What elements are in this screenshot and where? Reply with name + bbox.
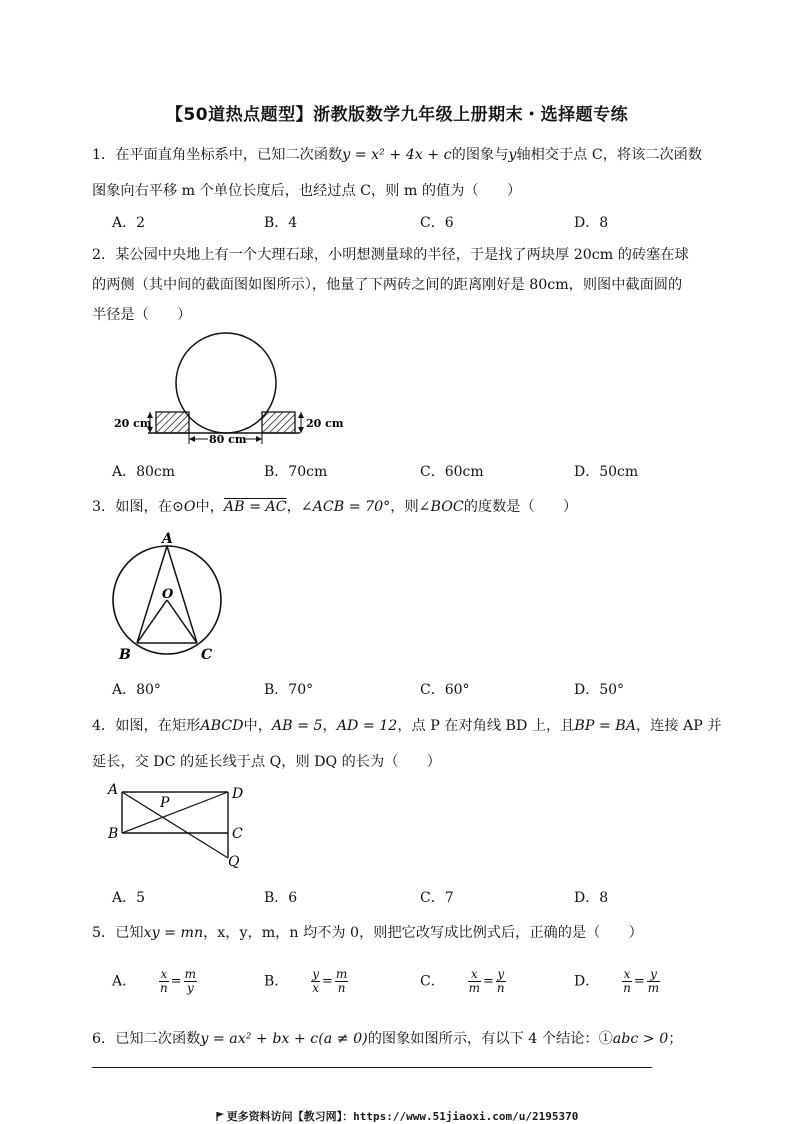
q6-condition: abc > 0 — [612, 1031, 669, 1047]
label-c: C — [201, 647, 213, 663]
question-4-line-1 — [92, 715, 722, 735]
q3-o-var: O — [183, 499, 196, 515]
q3-option-b[interactable]: B．70° — [264, 682, 314, 698]
segment-aq — [122, 792, 228, 858]
q5-a-left-fraction: $\frac{x}{n}$ — [160, 967, 168, 995]
q4-option-b[interactable]: B．6 — [264, 890, 298, 906]
question-5-line — [92, 922, 643, 942]
mid-arrow-left — [189, 436, 195, 442]
right-arrow-down — [298, 427, 304, 433]
q4-text-c: ，点 P 在对角线 BD 上，且 — [397, 718, 575, 734]
q1-text-b: 的图象与 — [451, 147, 509, 163]
left-brick — [156, 412, 189, 433]
question-2-line-2: 的两侧（其中间的截面图如图所示），他量了下两砖之间的距离刚好是 80cm，则图中截面圆的 — [92, 277, 683, 293]
q5-equation: xy = mn — [143, 925, 204, 941]
q2-option-a[interactable]: A．80cm — [112, 464, 176, 480]
q6-text-a: 6．已知二次函数 — [92, 1031, 201, 1047]
q1-function: y = x² + 4x + c — [342, 147, 452, 163]
question-2-line-3: 半径是（ ） — [92, 307, 192, 323]
q5-b-right-fraction: $\frac{m}{n}$ — [335, 967, 348, 995]
equals-sign: = — [170, 974, 182, 989]
q5-option-b[interactable] — [264, 968, 348, 995]
page-title: 【50道热点题型】浙教版数学九年级上册期末・选择题专练 — [165, 105, 629, 125]
q3-text-d: ，则 — [390, 499, 419, 515]
question-3-line — [92, 496, 577, 516]
label-a: A — [162, 531, 173, 547]
q5-option-a-label: A． — [112, 973, 137, 990]
label-q: Q — [228, 854, 240, 870]
q3-circle-figure — [110, 528, 230, 664]
q3-arc-equality: AB = AC — [223, 499, 287, 515]
footer-link[interactable]: 更多资料访问【教习网】：https://www.51jiaoxi.com/u/2195370 — [226, 1110, 579, 1123]
mid-arrow-right — [256, 436, 262, 442]
footer-divider — [92, 1067, 652, 1068]
q4-option-d[interactable]: D．8 — [574, 890, 609, 906]
q4-bp: BP = BA — [574, 718, 636, 734]
footer — [0, 1108, 794, 1124]
q3-option-c[interactable]: C．60° — [420, 682, 470, 698]
equals-sign: = — [633, 974, 645, 989]
q3-angle-acb: ∠ACB = 70° — [300, 499, 391, 515]
label-c: C — [232, 826, 243, 842]
q5-a-right-fraction: $\frac{m}{y}$ — [184, 967, 197, 995]
question-1-line-2: 图象向右平移 m 个单位长度后，也经过点 C，则 m 的值为（ ） — [92, 183, 522, 199]
right-arrow-up — [298, 412, 304, 418]
question-4-line-2: 延长，交 DC 的延长线于点 Q，则 DQ 的长为（ ） — [92, 754, 441, 770]
q4-ab: AB = 5 — [271, 718, 323, 734]
q5-text-a: 5．已知 — [92, 925, 144, 941]
equals-sign: = — [483, 974, 494, 989]
q5-option-c[interactable] — [420, 968, 506, 995]
mid-distance-label: 80 cm — [209, 433, 247, 446]
left-brick-label: 20 cm — [114, 417, 152, 430]
label-d: D — [232, 786, 244, 802]
q5-option-d-label: D． — [574, 973, 600, 990]
diagonal-bd — [122, 792, 228, 833]
q4-rectangle-figure — [104, 780, 254, 875]
label-b: B — [119, 647, 131, 663]
q2-option-c[interactable]: C．60cm — [420, 464, 484, 480]
equals-sign: = — [321, 974, 333, 989]
q4-rect-name: ABCD — [200, 718, 244, 734]
q3-text-a: 3．如图，在⊙ — [92, 499, 184, 515]
q4-sep: ， — [322, 718, 337, 734]
q1-y-variable: y — [508, 147, 517, 163]
q6-text-b: 的图象如图所示，有以下 4 个结论：① — [367, 1031, 613, 1047]
q2-option-b[interactable]: B．70cm — [264, 464, 328, 480]
q1-text-a: 1．在平面直角坐标系中，已知二次函数 — [92, 147, 343, 163]
q4-ad: AD = 12 — [336, 718, 398, 734]
q4-option-a[interactable]: A．5 — [112, 890, 146, 906]
q1-option-a[interactable]: A．2 — [112, 215, 146, 231]
q5-d-right-fraction: $\frac{y}{m}$ — [647, 967, 660, 995]
q1-option-b[interactable]: B．4 — [264, 215, 298, 231]
q2-option-d[interactable]: D．50cm — [574, 464, 639, 480]
label-b: B — [108, 826, 119, 842]
question-6-line — [92, 1028, 682, 1048]
q4-text-a: 4．如图，在矩形 — [92, 718, 201, 734]
q5-option-d[interactable] — [574, 968, 660, 995]
q3-text-e: 的度数是（ ） — [463, 499, 578, 515]
q6-function: y = ax² + bx + c(a ≠ 0) — [200, 1031, 368, 1047]
q4-option-c[interactable]: C．7 — [420, 890, 454, 906]
label-a: A — [108, 782, 119, 798]
segment-oc — [167, 600, 197, 643]
q4-text-b: 中， — [243, 718, 272, 734]
q2-ball-figure — [110, 330, 360, 450]
ball-circle — [176, 333, 276, 433]
q3-option-a[interactable]: A．80° — [112, 682, 161, 698]
label-p: P — [160, 795, 170, 811]
question-1-line-1 — [92, 144, 702, 164]
q1-text-c: 轴相交于点 C，将该二次函数 — [516, 147, 703, 163]
q5-option-a[interactable] — [112, 968, 197, 995]
q5-option-b-label: B． — [264, 973, 289, 990]
q3-angle-boc: ∠BOC — [418, 499, 464, 515]
q5-text-b: ，x，y，m，n 均不为 0，则把它改写成比例式后，正确的是（ ） — [203, 925, 643, 941]
q3-option-d[interactable]: D．50° — [574, 682, 625, 698]
question-2-line-1: 2．某公园中央地上有一个大理石球，小明想测量球的半径，于是找了两块厚 20cm 的砖塞在球 — [92, 247, 689, 263]
q5-b-left-fraction: $\frac{y}{x}$ — [312, 967, 319, 995]
label-o: O — [162, 587, 174, 602]
q1-option-d[interactable]: D．8 — [574, 215, 609, 231]
segment-ob — [137, 600, 167, 643]
flag-icon — [216, 1112, 224, 1121]
q1-option-c[interactable]: C．6 — [420, 215, 454, 231]
q6-text-c: ； — [668, 1031, 683, 1047]
q3-text-c: ， — [286, 499, 301, 515]
q5-d-left-fraction: $\frac{x}{n}$ — [623, 967, 631, 995]
q5-c-left-fraction: $\frac{x}{m}$ — [468, 967, 481, 995]
right-brick-label: 20 cm — [306, 417, 344, 430]
q4-text-d: ，连接 AP 并 — [635, 718, 722, 734]
q5-option-c-label: C． — [420, 973, 445, 990]
q5-c-right-fraction: $\frac{y}{n}$ — [496, 967, 505, 995]
q3-text-b: 中， — [195, 499, 224, 515]
right-brick — [262, 412, 295, 433]
